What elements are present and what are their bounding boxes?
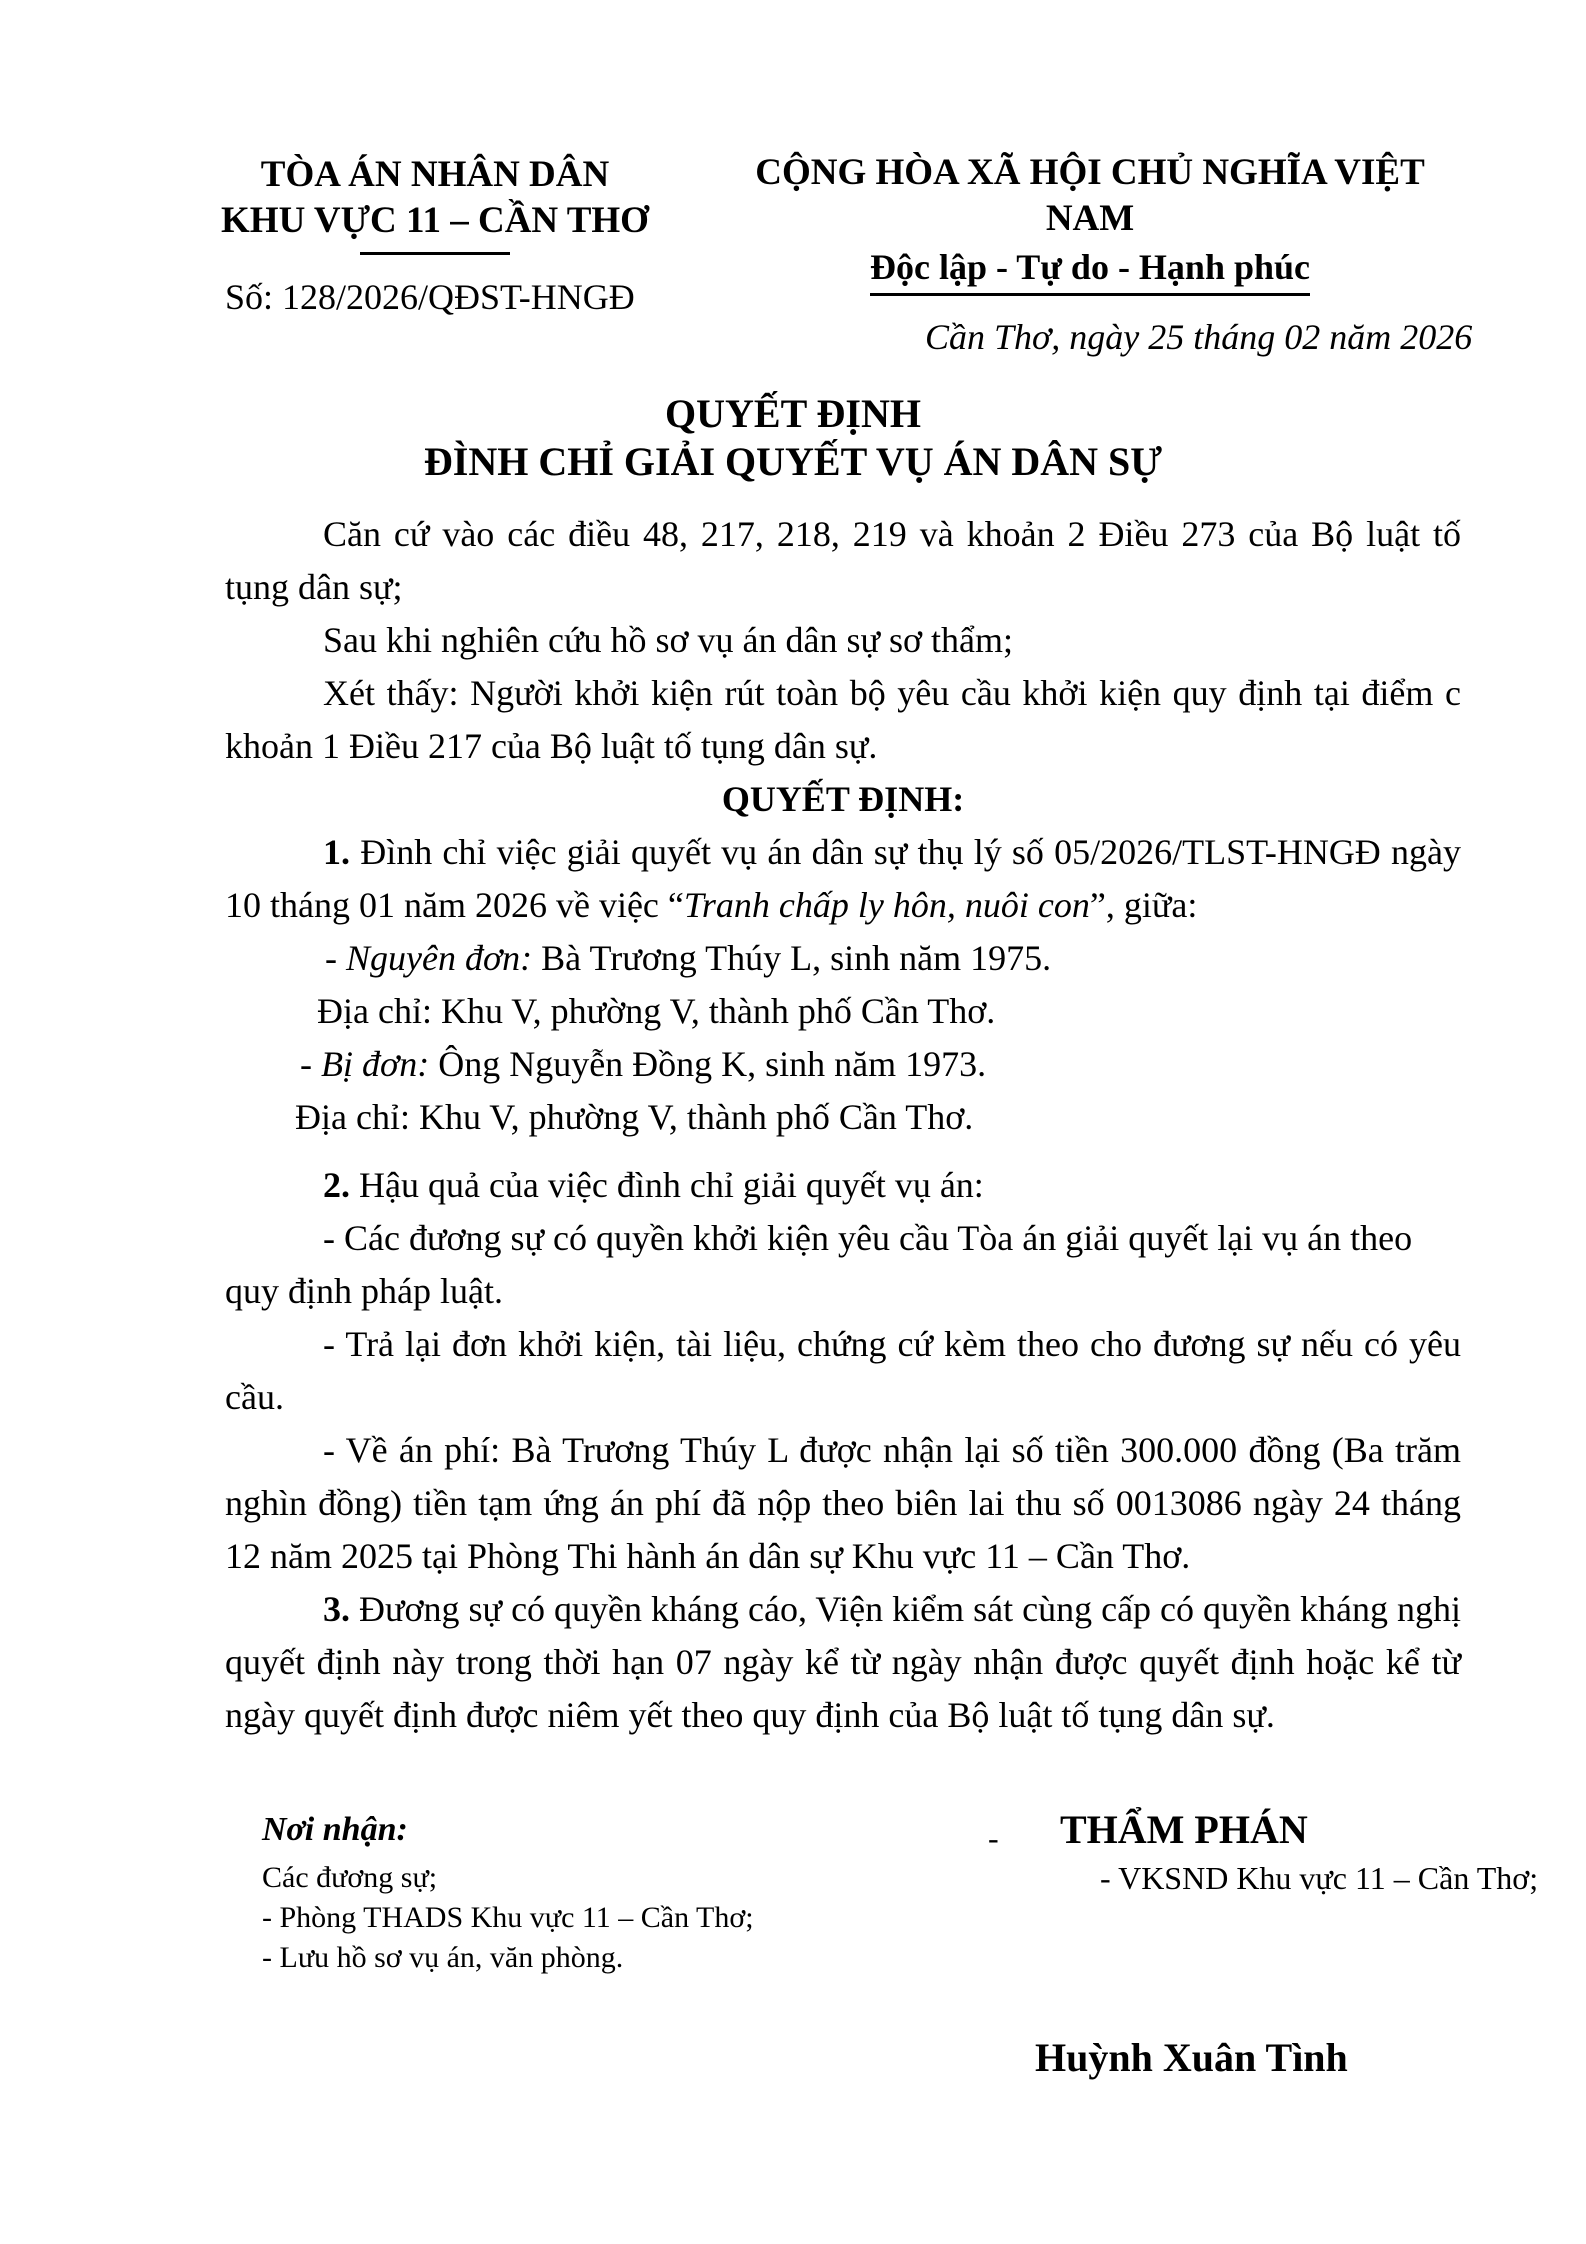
procuracy-line: - VKSND Khu vực 11 – Cần Thơ; — [1100, 1860, 1539, 1896]
item1-paragraph — [225, 826, 1461, 932]
signer-name: Huỳnh Xuân Tình — [1035, 2035, 1348, 2080]
court-letterhead — [215, 152, 655, 255]
plaintiff-address: Địa chỉ: Khu V, phường V, thành phố Cần Thơ. — [317, 991, 996, 1031]
republic-title: CỘNG HÒA XÃ HỘI CHỦ NGHĨA VIỆT NAM — [755, 152, 1425, 239]
finding-paragraph: Xét thấy: Người khởi kiện rút toàn bộ yêu cầu khởi kiện quy định tại điểm c khoản 1 Điều 217 của Bộ luật tố tụng dân sự. — [225, 673, 1461, 766]
item1-text-b: ”, giữa: — [1089, 885, 1198, 925]
letterhead-rule — [360, 252, 510, 255]
case-review-paragraph: Sau khi nghiên cứu hồ sơ vụ án dân sự sơ thẩm; — [323, 620, 1014, 660]
item3-number: 3. — [323, 1589, 350, 1629]
recipient-item: Các đương sự; — [262, 1861, 438, 1894]
decision-body — [225, 508, 1461, 1742]
item2-number: 2. — [323, 1165, 350, 1205]
item2-bullet-1: - Các đương sự có quyền khởi kiện yêu cầu Tòa án giải quyết lại vụ án theo quy định pháp luật. — [225, 1218, 1413, 1311]
section-heading: QUYẾT ĐỊNH: — [721, 779, 965, 819]
decision-subtitle: ĐÌNH CHỈ GIẢI QUYẾT VỤ ÁN DÂN SỰ — [423, 439, 1163, 484]
item2-bullet-2: - Trả lại đơn khởi kiện, tài liệu, chứng cứ kèm theo cho đương sự nếu có yêu cầu. — [225, 1324, 1461, 1417]
plaintiff-line — [225, 932, 1461, 985]
motto-line: Độc lập - Tự do - Hạnh phúc — [870, 244, 1310, 296]
case-name: Tranh chấp ly hôn, nuôi con — [683, 885, 1090, 925]
item1-number: 1. — [323, 832, 350, 872]
item3-paragraph — [225, 1583, 1461, 1742]
item2-paragraph — [225, 1159, 1461, 1212]
plaintiff-label: Nguyên đơn: — [346, 938, 533, 978]
item2-text: Hậu quả của việc đình chỉ giải quyết vụ án: — [350, 1165, 984, 1205]
defendant-label: Bị đơn: — [321, 1044, 430, 1084]
item1-text-a: Đình chỉ việc giải quyết vụ án dân sự thụ lý số 05/2026/TLST-HNGĐ ngày 10 tháng 01 năm 2026 về việc “ — [225, 832, 1461, 925]
decision-title: QUYẾT ĐỊNH — [665, 391, 921, 436]
defendant-name: Ông Nguyễn Đồng K, sinh năm 1973. — [429, 1044, 987, 1084]
recipient-item: - Lưu hồ sơ vụ án, văn phòng. — [262, 1941, 624, 1974]
plaintiff-name: Bà Trương Thúy L, sinh năm 1975. — [532, 938, 1052, 978]
legal-basis-paragraph: Căn cứ vào các điều 48, 217, 218, 219 và khoản 2 Điều 273 của Bộ luật tố tụng dân sự; — [225, 514, 1461, 607]
place-date-line: Cần Thơ, ngày 25 tháng 02 năm 2026 — [925, 317, 1473, 357]
defendant-line — [225, 1038, 1461, 1091]
item3-text: Đương sự có quyền kháng cáo, Viện kiểm sát cùng cấp có quyền kháng nghị quyết định này trong thời hạn 07 ngày kể từ ngày nhận được quyết định hoặc kể từ ngày quyết định được niêm yết theo quy định của Bộ luật tố tụng dân sự. — [225, 1589, 1461, 1735]
plaintiff-bullet: - — [325, 938, 346, 978]
court-name-line2: KHU VỰC 11 – CẦN THƠ — [221, 200, 649, 241]
court-name-line1: TÒA ÁN NHÂN DÂN — [260, 154, 610, 195]
document-number: Số: 128/2026/QĐST-HNGĐ — [225, 277, 635, 317]
judge-title: THẨM PHÁN — [1060, 1807, 1308, 1852]
defendant-bullet: - — [300, 1044, 321, 1084]
judge-dash: - — [988, 1820, 999, 1856]
recipients-block — [262, 1810, 754, 1978]
defendant-address: Địa chỉ: Khu V, phường V, thành phố Cần Thơ. — [295, 1097, 974, 1137]
national-heading — [710, 150, 1470, 296]
recipients-heading: Nơi nhận: — [262, 1811, 408, 1848]
item2-bullet-3: - Về án phí: Bà Trương Thúy L được nhận lại số tiền 300.000 đồng (Ba trăm nghìn đồng) tiền tạm ứng án phí đã nộp theo biên lai thu số 0013086 ngày 24 tháng 12 năm 2025 tại Phòng Thi hành án dân sự Khu vực 11 – Cần Thơ. — [225, 1430, 1461, 1576]
recipient-item: - Phòng THADS Khu vực 11 – Cần Thơ; — [262, 1901, 754, 1934]
